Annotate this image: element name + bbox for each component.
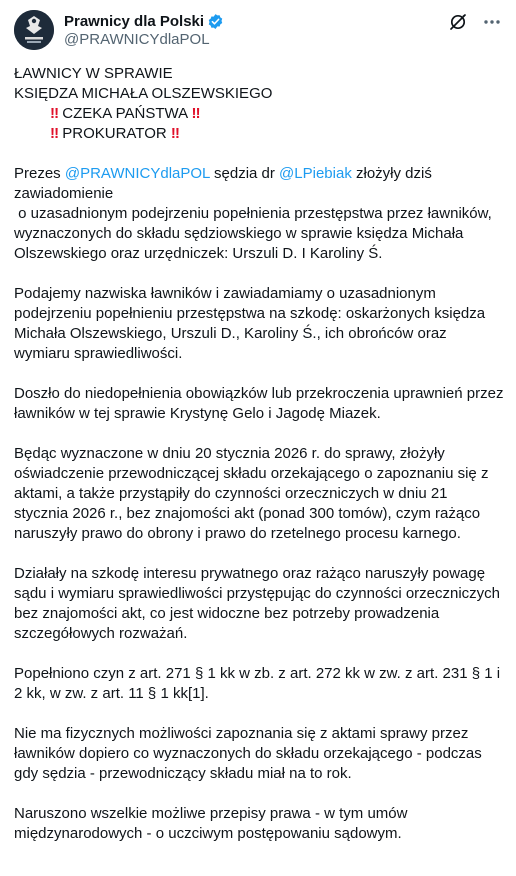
mention-prawnicy[interactable]: @PRAWNICYdlaPOL (64, 165, 210, 182)
paragraph-1-text: złożyły dziś zawiadomienie (14, 165, 432, 202)
paragraph-8: Naruszono wszelkie możliwe przepisy prawa - w tym umów międzynarodowych - o uczciwym postępowaniu sądowym. (14, 805, 408, 842)
paragraph-7: Nie ma fizycznych możliwości zapoznania się z aktami sprawy przez ławników dopiero co wyznaczonych do składu orzekającego - podczas gdy sędzia - przewodniczący składu miał na to rok. (14, 725, 482, 782)
verified-badge-icon[interactable] (207, 13, 224, 30)
paragraph-1-text: Prezes (14, 165, 65, 182)
paragraph-1-continued: o uzasadnionym podejrzeniu popełnienia przestępstwa przez ławników, wyznaczonych do składu sędziowskiego w sprawie księdza Michała Olszewskiego oraz urzędniczek: Urszuli D. I Karoliny Ś. (14, 205, 496, 262)
paragraph-4: Będąc wyznaczone w dniu 20 stycznia 2026 r. do sprawy, złożyły oświadczenie przewodniczącej składu orzekającego o zapoznaniu się z aktami, a także przystąpiły do czynności orzeczniczych w dniu 21 stycznia 2026 r., bez znajomości akt (ponad 300 tomów), czym rażąco naruszyły prawo do obrony i prawo do rzetelnego procesu karnego. (14, 445, 489, 542)
paragraph-3: Doszło do niedopełnienia obowiązków lub przekroczenia uprawnień przez ławników w tej sprawie Krystynę Gelo i Jagodę Miazek. (14, 385, 504, 422)
double-exclamation-icon: ‼ (191, 105, 200, 122)
heading-line-2: KSIĘDZA MICHAŁA OLSZEWSKIEGO (14, 85, 273, 102)
heading-line-4 (14, 124, 504, 144)
heading-line-3-text: CZEKA PAŃSTWA (62, 105, 188, 122)
paragraph-1 (14, 164, 504, 204)
post-header (14, 10, 502, 50)
grok-icon[interactable] (448, 12, 468, 32)
heading-line-1: ŁAWNICY W SPRAWIE (14, 65, 173, 82)
post-actions (448, 12, 502, 32)
display-name-row (64, 11, 224, 31)
post-text (14, 64, 504, 844)
paragraph-6: Popełniono czyn z art. 271 § 1 kk w zb. z art. 272 kk w zw. z art. 231 § 1 i 2 kk, w zw. z art. 11 § 1 kk[1]. (14, 665, 501, 702)
mention-lpiebiak[interactable]: @LPiebiak (279, 165, 352, 182)
double-exclamation-icon: ‼ (50, 105, 59, 122)
avatar-emblem-icon (14, 10, 54, 50)
paragraph-1-text: sędzia dr (209, 165, 280, 182)
avatar[interactable] (14, 10, 54, 50)
more-icon[interactable] (482, 12, 502, 32)
heading-line-3 (14, 104, 504, 124)
heading-line-4-text: PROKURATOR (62, 125, 167, 142)
double-exclamation-icon: ‼ (50, 125, 59, 142)
display-name[interactable]: Prawnicy dla Polski (64, 12, 205, 30)
paragraph-5: Działały na szkodę interesu prywatnego oraz rażąco naruszyły powagę sądu i wymiaru sprawiedliwości przystępując do czynności orzeczniczych bez znajomości akt, co jest widoczne bez potrzeby prowadzenia szczegółowych rozważań. (14, 565, 501, 642)
paragraph-2: Podajemy nazwiska ławników i zawiadamiamy o uzasadnionym podejrzeniu popełnieniu przestępstwa na szkodę: oskarżonych księdza Michała Olszewskiego, Urszuli D., Karoliny Ś., ich obrońców oraz wymiaru sprawiedliwości. (14, 285, 486, 362)
author-handle[interactable]: @PRAWNICYdlaPOL (64, 31, 210, 48)
double-exclamation-icon: ‼ (170, 125, 179, 142)
author-names (64, 11, 224, 48)
